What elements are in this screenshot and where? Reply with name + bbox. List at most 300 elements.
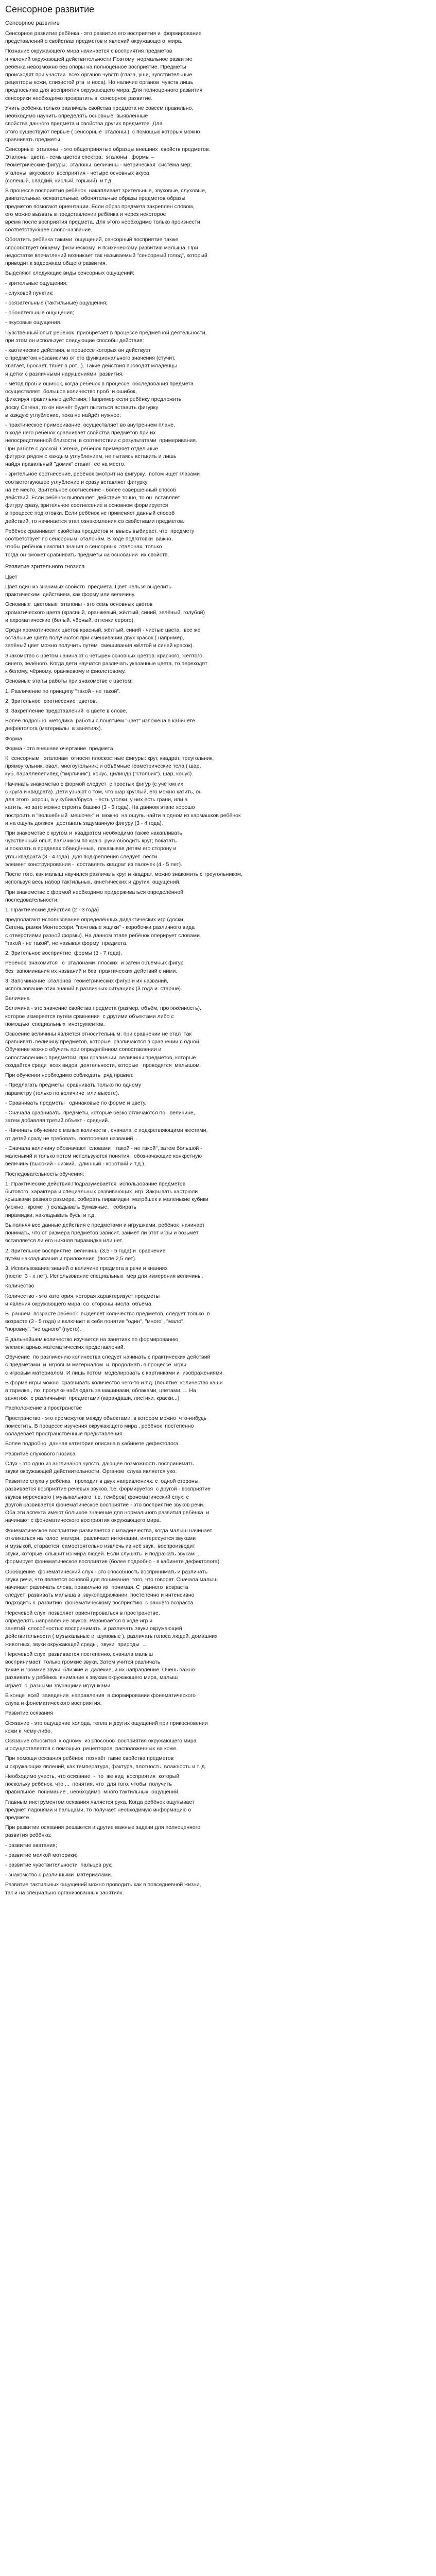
paragraph-line: звуки, которые слышит из мира людей. Если слушать и подражать звукам ...: [5, 1551, 201, 1557]
paragraph-line: и явлений окружающей действительности.Поэтому нормальное развитие: [5, 56, 193, 62]
paragraph: [5, 47, 273, 103]
paragraph-line: 2. Зрительное восприятие формы (3 - 7 года).: [5, 950, 122, 957]
paragraph-line: соответствующее слово-название.: [5, 227, 93, 233]
paragraph: [5, 677, 273, 685]
paragraph-line: и детки с различными нарушениями развития;: [5, 370, 124, 377]
paragraph-line: - Предлагать предметы сравнивать только по одному: [5, 1082, 142, 1089]
paragraph-line: и окружающих явлений, как температура, фактура, плотность, влажность и т. д.: [5, 1763, 206, 1770]
paragraph-line: формирует фонематическое восприятие (более подробно - в кабинете дефектолога).: [5, 1558, 221, 1565]
paragraph: [5, 1737, 273, 1753]
paragraph-line: крышками разного размера, собирать пирамидки, матрёшек и маленькие кубики: [5, 1196, 208, 1203]
paragraph-line: остальные цвета получаются при смешивании двух красок ( например,: [5, 635, 184, 641]
paragraph-line: - обонятельные ощущения;: [5, 310, 74, 316]
paragraph-line: - Начинать обучение с малых количеств , сначала с подкрепляющими жестами,: [5, 1127, 208, 1134]
paragraph: [5, 906, 273, 914]
paragraph-line: - осязательные (тактильные) ощущения;: [5, 299, 108, 306]
paragraph: [5, 1072, 273, 1079]
paragraph: [5, 1881, 273, 1896]
paragraph-line: 1. Различение по принципу "такой - не такой".: [5, 688, 120, 694]
paragraph: [5, 698, 273, 705]
paragraph-line: - слуховой пунктик;: [5, 290, 54, 296]
paragraph: [5, 1852, 273, 1859]
paragraph: [5, 280, 273, 287]
paragraph: [5, 1773, 273, 1797]
paragraph-line: Развитие осязания: [5, 1710, 53, 1717]
paragraph: [5, 269, 273, 277]
paragraph: [5, 1404, 273, 1412]
paragraph-line: Последовательность обучения:: [5, 1171, 84, 1177]
paragraph-line: Сенсорные эталоны - это общепринятые образцы внешних свойств предметов.: [5, 146, 211, 152]
paragraph-line: Развитие слухового гнозиса: [5, 1450, 76, 1457]
paragraph-line: и музыкой, старается самостоятельно извлечь из неё звук, воспроизводит: [5, 1543, 196, 1549]
paragraph: [5, 528, 273, 559]
paragraph-line: действий. Если ребёнок выполняет действие точно, то он вставляет: [5, 494, 180, 501]
paragraph-line: При работе с доской Сегена, ребёнок примеряет отдельные: [5, 445, 158, 452]
paragraph-line: в тарелке , по прогулке наблюдать за машинами, облаками, цветами, ... На: [5, 1387, 196, 1394]
paragraph-line: Развитие слуха у ребёнка проходит в двух направлениях: с одной стороны,: [5, 1478, 200, 1485]
paragraph-line: происходят при участии всех органов чувств (глаза, уши, чувствительные: [5, 72, 193, 78]
paragraph-line: - хаотические действия, в процессе которых он действует: [5, 347, 151, 354]
paragraph-line: эталоны вкусового восприятия - четыре основных вкуса: [5, 170, 149, 176]
paragraph-line: в ходе него ребёнок сравнивает свойства предметов при их: [5, 430, 156, 436]
paragraph-line: соответствует по сенсорным эталонам. В ходе подготовки важно,: [5, 536, 173, 543]
paragraph: [5, 1709, 273, 1717]
paragraph: [5, 1081, 273, 1097]
paragraph-line: Начинать знакомство с формой следует с простых фигур (с учётом их: [5, 781, 183, 787]
paragraph-line: элементарных математических представлений.: [5, 1344, 125, 1350]
paragraph-line: При знакомстве с формой необходимо придерживаться определённой: [5, 889, 183, 895]
paragraph-line: затем добавляя третий объект - средний.: [5, 1117, 110, 1124]
paragraph-line: дефектолога (материалы в занятиях).: [5, 725, 102, 732]
paragraph-line: Учить ребёнка только различать свойства предмета не совсем правильно,: [5, 105, 194, 111]
paragraph-line: чтобы ребёнок накопил знания о сенсорных эталонах, только: [5, 544, 162, 550]
paragraph-line: "поровну", "не одного" (пусто).: [5, 1326, 81, 1333]
paragraph: [5, 1109, 273, 1125]
paragraph-line: правильное понимание , необходимо много тактильных ощущений.: [5, 1789, 180, 1795]
paragraph-line: Цвет один из значимых свойств предмета. Цвет нельзя выделить: [5, 583, 171, 590]
paragraph-line: Ребёнок знакомится с эталонами плоских и затем объёмных фигур: [5, 960, 184, 967]
paragraph-line: Необходимо учесть, что осязание - то же вид восприятия который: [5, 1773, 180, 1780]
paragraph-line: фигурки рядом с каждым углублением, не пытаясь вставить и лишь: [5, 453, 177, 460]
paragraph-line: - практическое примеривание, осуществляет во внутреннем плане,: [5, 422, 176, 428]
paragraph-line: рецепторы кожи, слизистой рта и носа). Но наличие органов чувств лишь: [5, 79, 194, 86]
paragraph: [5, 959, 273, 975]
paragraph-line: 1. Практические действия (2 - 3 года): [5, 906, 99, 913]
paragraph-line: 3. Использование знаний о величине предмета в речи и знаниях: [5, 1265, 168, 1272]
paragraph-line: время после восприятия предмета. Для этого необходимо только произнести: [5, 218, 200, 225]
paragraph-line: бытового характера и специальных развивающих игр. Закрывать кастрюли: [5, 1188, 198, 1195]
paragraph-line: тогда он сможет сравнивать предметы на основании их свойств.: [5, 551, 169, 558]
paragraph: [5, 745, 273, 753]
paragraph-line: приводит к задержкам общего развития.: [5, 260, 107, 267]
paragraph-line: В дальнейшем количество изучается на занятиях по формированию: [5, 1336, 179, 1343]
paragraph-line: практическим действием, как форму или величину.: [5, 591, 136, 598]
paragraph-line: Цвет: [5, 573, 18, 580]
paragraph-line: (после 3 - х лет). Использование специальных мер для измерения величины.: [5, 1273, 203, 1280]
paragraph: [5, 1415, 273, 1438]
paragraph-line: Количество - это категория, которая характеризует предметы: [5, 1293, 160, 1299]
paragraph-line: в процессе подготовки. Если ребёнок не применяет данный способ: [5, 510, 175, 517]
paragraph-line: осуществляет большое количество проб и ошибок,: [5, 388, 137, 395]
paragraph-line: с предметами и игровым материалом и продолжать в процессе игры: [5, 1362, 186, 1368]
paragraph: [5, 1460, 273, 1476]
paragraph-line: (солёный, сладкий, кислый, горький) и т.д.: [5, 177, 113, 184]
paragraph-line: Чувственный опыт ребёнок приобретает в процессе предметной деятельности,: [5, 329, 207, 336]
paragraph-line: и осуществляется с помощью рецепторов, расположенных на коже.: [5, 1745, 178, 1752]
paragraph-line: соответствующее углубление и сразу вставляет фигурку: [5, 479, 148, 485]
paragraph: [5, 105, 273, 144]
paragraph-line: предметов помогают ориентации. Если образ предмета закреплен словом,: [5, 203, 195, 210]
paragraph: [5, 652, 273, 676]
paragraph: [5, 688, 273, 696]
paragraph: [5, 735, 273, 743]
paragraph-line: - развитие хватания;: [5, 1842, 57, 1849]
paragraph-line: с игровым материалом. И лишь потом моделировать с картинками и изображениями.: [5, 1369, 224, 1376]
paragraph-line: поместить. В процессе изучения окружающего мира , ребёнок постепенно: [5, 1422, 194, 1429]
paragraph-line: - знакомство с различными материалами.: [5, 1872, 112, 1878]
paragraph: [5, 1568, 273, 1607]
paragraph-line: величину (высокий - низкий, длинный - короткий и т.д.).: [5, 1161, 146, 1167]
paragraph-line: развивать у ребёнка внимание к звукам окружающего мира, малыш: [5, 1674, 178, 1681]
paragraph: [5, 319, 273, 327]
paragraph-line: куб, параллелепипед ("кирпичик"), конус, цилиндр ("столбик"), шар, конус).: [5, 771, 194, 777]
paragraph: [5, 1450, 273, 1458]
paragraph: [5, 1692, 273, 1707]
paragraph: [5, 755, 273, 778]
paragraph-line: Неречевой слух позволяет ориентироваться в пространстве,: [5, 1609, 160, 1616]
paragraph: [5, 601, 273, 624]
paragraph: [5, 1099, 273, 1107]
section-heading: Развитие зрительного гнозиса: [5, 563, 85, 570]
paragraph-line: В процессе восприятия ребёнок накапливает зрительные, звуковые, слуховые,: [5, 188, 206, 194]
paragraph-line: предмет ладонями и пальцами, то получает необходимую информацию о: [5, 1806, 191, 1813]
paragraph-line: предмете.: [5, 1814, 31, 1821]
paragraph-line: и ахроматические (белый, чёрный, оттенки серого).: [5, 617, 135, 623]
paragraph-line: последовательности:: [5, 896, 59, 903]
paragraph: [5, 871, 273, 886]
paragraph-line: подходить к развитию фонематическому восприятию с раннего возраста.: [5, 1600, 195, 1606]
paragraph-line: "такой - не такой", не называя форму предмета.: [5, 940, 128, 946]
paragraph-line: фиксируя правильные действия; Например если ребёнку предложить: [5, 396, 182, 403]
paragraph-line: прямоугольник, овал, многоугольник; и объёмные геометрические тела ( шар,: [5, 763, 201, 770]
paragraph: [5, 1180, 273, 1219]
paragraph: [5, 30, 273, 45]
paragraph: [5, 1265, 273, 1280]
paragraph-line: двигательные, осязательные, обонятельные образы предметов образы: [5, 195, 186, 202]
paragraph: [5, 717, 273, 733]
paragraph-line: Пространство - это промежуток между объектами, в котором можно что-нибудь: [5, 1415, 207, 1421]
document-body: [5, 20, 431, 1897]
paragraph: [5, 1720, 273, 1735]
paragraph: [5, 1145, 273, 1168]
paragraph: [5, 236, 273, 267]
paragraph: [5, 309, 273, 317]
paragraph-line: сравнивать величину предметов, которые различаются в сравнении с одной.: [5, 1039, 201, 1045]
paragraph-line: играет с разными звучащими игрушками ...: [5, 1682, 118, 1689]
paragraph-line: Эталоны цвета - семь цветов спектра; эталоны формы –: [5, 154, 154, 161]
paragraph-line: и показать в пределах обведённые, показывая детям его сторону и: [5, 845, 177, 852]
paragraph: [5, 1478, 273, 1524]
paragraph: [5, 1755, 273, 1770]
paragraph-line: непосредственной близости в соответствии с результатами примеривания.: [5, 437, 198, 444]
paragraph-line: геометрические фигуры; эталоны величины - метрическая система мер;: [5, 162, 192, 168]
paragraph: [5, 1247, 273, 1263]
paragraph-line: Среди хроматических цветов красный, жёлтый, синий - чистые цвета, все же: [5, 626, 201, 633]
paragraph-line: звуков неречевого ( музыкального т.е. тембров) фонематический слух; с: [5, 1494, 189, 1500]
paragraph: [5, 889, 273, 904]
paragraph: [5, 781, 273, 827]
paragraph-line: При знакомстве с кругом и квадратом необходимо также накапливать: [5, 830, 182, 836]
paragraph-line: фигуру сразу, зрительное соотнесение в основном формируется: [5, 502, 168, 509]
paragraph-line: используя весь набор тактильных, кинетических и других ощущений.: [5, 879, 181, 886]
paragraph: [5, 916, 273, 947]
paragraph-line: (можно, кроме , ) складывать бумажные, собирать: [5, 1204, 136, 1211]
paragraph: [5, 573, 273, 581]
paragraph-line: - развитие чувствительности пальцев рук;: [5, 1862, 113, 1869]
paragraph: [5, 1336, 273, 1351]
paragraph-line: синего, зелёного. Когда дети научатся различать указанные цвета, то переходят: [5, 660, 207, 667]
paragraph-line: 2. Зрительное восприятие величины (3,5 - 5 года) и сравнение: [5, 1247, 166, 1254]
paragraph-line: построить в "волшебный мешочек" и можно на ощупь найти в одном из кармашков ребёнок: [5, 812, 241, 819]
paragraph-line: После того, как малыш научился различать круг и квадрат, можно знакомить с треугольником,: [5, 871, 242, 878]
paragraph-line: При развитии осязания решаются и другие важные задачи для полноценного: [5, 1824, 201, 1831]
paragraph-line: его можно вызвать в представлении ребёнка и через некоторое: [5, 211, 166, 217]
paragraph-line: Величина: [5, 995, 30, 1002]
paragraph-line: Сегена, рамки Монтессори, "почтовые ящики" - коробочки различного вида: [5, 924, 195, 931]
paragraph-line: хроматического цвета (красный, оранжевый, жёлтый, синий, зелёный, голубой): [5, 609, 205, 616]
paragraph: [5, 1310, 273, 1334]
paragraph-line: с круга и квадрата). Дети узнают о том, что шар круглый, его можно катить, он: [5, 788, 202, 795]
paragraph-line: хватает, бросает, тянет в рот...). Такие действия проводят младенцы: [5, 363, 178, 369]
paragraph-line: звуки окружающей действительности. Органом слуха является ухо.: [5, 1468, 177, 1475]
paragraph: [5, 977, 273, 993]
paragraph: [5, 187, 273, 234]
paragraph-line: и явления окружающего мира со стороны числа, объёма.: [5, 1300, 153, 1307]
paragraph-line: найдя правильный "домик" ставит её на место.: [5, 461, 126, 468]
paragraph: [5, 1030, 273, 1070]
paragraph-line: тихие и громкие звуки, близкие и далёкие, и их направление. Очень важно: [5, 1667, 195, 1673]
paragraph-line: - вкусовые ощущения.: [5, 319, 62, 326]
paragraph-line: к белому, чёрному, оранжевому и фиолетовому.: [5, 668, 126, 675]
paragraph-line: сравнивать предметы.: [5, 136, 62, 143]
paragraph: [5, 1171, 273, 1178]
paragraph-line: - зрительные ощущения;: [5, 280, 68, 286]
paragraph-line: Обобщение фонематический слух - это способность воспринимать и различать: [5, 1568, 208, 1575]
paragraph-line: маленький и только потом используются понятия, обозначающие конкретную: [5, 1153, 202, 1160]
paragraph-line: зелёный цвет можно получить путём смешивания жёлтой и синей красок).: [5, 642, 194, 649]
paragraph-line: помощью специальных инструментов.: [5, 1021, 105, 1027]
paragraph-line: - развитие мелкой моторики;: [5, 1852, 78, 1858]
paragraph-line: Сенсорное развитие ребёнка - это развитие его восприятия и формирование: [5, 30, 202, 37]
paragraph-line: поскольку ребёнок, что ... понятия, что для того, чтобы получить: [5, 1781, 172, 1788]
paragraph-line: - Сначала сравнивать предметы, которые резко отличаются по величине,: [5, 1110, 195, 1116]
paragraph: [5, 1651, 273, 1690]
paragraph-line: начинает различать слова, правильно их понимая. С раннего возраста: [5, 1584, 188, 1591]
paragraph-line: этого существуют первые ( сенсорные эталоны ), с помощью которых можно: [5, 128, 200, 135]
paragraph-line: действительности ( музыкальные и шумовые ), различать голоса людей, домашних: [5, 1633, 218, 1640]
paragraph-line: предполагают использование определённых дидактических игр (доски: [5, 917, 183, 923]
paragraph-line: Осязание - это ощущение холода, тепла и других ощущений при прикосновении: [5, 1720, 208, 1726]
paragraph-line: 1. Практические действия.Подразумевается использование предметов: [5, 1180, 186, 1187]
paragraph-line: необходимо научить определять основные выявленные: [5, 113, 148, 120]
paragraph-line: Форма: [5, 735, 22, 742]
paragraph-line: и на ощупь должен доставать задуманную фигуру (3 - 4 года).: [5, 820, 163, 826]
paragraph-line: без запоминания их названий и без практических действий с ними.: [5, 968, 178, 974]
paragraph: [5, 1127, 273, 1142]
paragraph-line: слуха и фонематического восприятия.: [5, 1700, 102, 1707]
paragraph: [5, 421, 273, 468]
paragraph-line: пирамидки, накладывать бусы и т.д.: [5, 1212, 96, 1218]
paragraph-line: К сенсорным эталонам относят плоскостные фигуры: круг, квадрат, треугольник,: [5, 755, 214, 762]
paragraph-line: Выполняя все данные действия с предметами и игрушками, ребёнок начинает: [5, 1222, 205, 1228]
paragraph-line: создаётся среди всех видов деятельности, которые проводятся малышом.: [5, 1062, 201, 1069]
paragraph-line: использование этих знаний в различных ситуациях (3 года и старше).: [5, 985, 182, 992]
paragraph-line: углы квадрата (3 - 4 года). Для подкрепления следует вести: [5, 853, 158, 860]
paragraph-line: понимать, что от размера предметов зависит, займёт ли этот игры и возьмёт: [5, 1230, 199, 1236]
paragraph-line: В конце всей заведения направления в формировании фонематического: [5, 1692, 196, 1699]
paragraph-line: Количество: [5, 1283, 34, 1290]
paragraph-line: В раннем возрасте ребёнок выделяет количество предметов, следует только в: [5, 1311, 210, 1317]
paragraph-line: чувственный опыт, пальчиком по краю руки обводить круг; покатать: [5, 838, 177, 844]
paragraph-line: занятий способностью воспринимать и различать звуки окружающей: [5, 1625, 182, 1632]
paragraph-line: при этом он использует следующие способы действия:: [5, 337, 144, 344]
paragraph-line: животных, звуки окружающей среды, звуки природы ...: [5, 1641, 147, 1648]
paragraph: [5, 1824, 273, 1839]
paragraph-line: Осязание относится к одному из способов восприятия окружающего мира: [5, 1737, 197, 1744]
paragraph-line: Расположение в пространстве: [5, 1405, 82, 1412]
paragraph: [5, 1282, 273, 1290]
paragraph-line: откликаться на голос матери, различает интонации, интересуется звуками: [5, 1535, 196, 1541]
paragraph-line: Обогатить ребёнка такими ощущений, сенсорный восприятие также: [5, 236, 179, 243]
paragraph: [5, 1293, 273, 1308]
paragraph-line: на её место. Зрительное соотнесение - более совершенный способ: [5, 486, 177, 493]
paragraph-line: Слух - это одно из англичанов чувств, дающее возможность воспринимать: [5, 1460, 194, 1467]
paragraph-line: Ребёнок сравнивает свойства предметов и ввысь выбирает, что предмету: [5, 528, 195, 534]
paragraph: [5, 626, 273, 650]
paragraph-line: действий, то начинается этап ознакомления со свойствами предметов.: [5, 518, 185, 524]
paragraph-line: Основные цветовые эталоны - это семь основных цветов: [5, 601, 153, 608]
paragraph: [5, 347, 273, 378]
paragraph-line: В форме игры можно сравнивать количество чего-то и т.д. (понятие: количество каши: [5, 1379, 223, 1386]
paragraph: [5, 829, 273, 869]
paragraph: [5, 380, 273, 419]
paragraph-line: развития ребёнка:: [5, 1832, 51, 1839]
paragraph: [5, 329, 273, 345]
paragraph-line: При помощи осязания ребёнок познаёт такие свойства предметов: [5, 1755, 174, 1762]
paragraph-line: - Сначала величину обозначают словами "такой - не такой", затем большой -: [5, 1145, 202, 1151]
paragraph-line: Оба эти аспекта имеют большое значение для нормального развития ребёнка и: [5, 1510, 210, 1516]
paragraph-line: - метод проб и ошибок, когда ребёнок в процессе обследования предмета: [5, 380, 194, 387]
paragraph: [5, 1379, 273, 1403]
paragraph-line: 2. Зрительное соотнесение цветов.: [5, 698, 97, 704]
paragraph-line: - Сравнивать предметы одинаковые по форме и цвету.: [5, 1099, 147, 1106]
paragraph-line: параметру (только по величине или высоте).: [5, 1090, 119, 1096]
paragraph-line: следует развивать малыша в звукоподражании, постепенно и интенсивно: [5, 1592, 195, 1599]
paragraph: [5, 1005, 273, 1028]
paragraph-line: для этого хорош, а у кубика/бруса - есть уголки, у них есть грани, или а: [5, 796, 188, 803]
paragraph: [5, 1861, 273, 1869]
paragraph-line: с отверстиями разной формы). На данном этапе ребёнок оперирует словами: [5, 932, 200, 939]
paragraph-line: недостатке впечатлений возникает так называемый "сенсорный голод", который: [5, 252, 207, 259]
paragraph: [5, 950, 273, 957]
paragraph-line: Выделяют следующие виды сенсорных ощущений:: [5, 270, 134, 277]
paragraph-line: сенсорики необходимо превратить в сенсорное развитие.: [5, 95, 153, 101]
paragraph: [5, 707, 273, 715]
paragraph-line: в каждую углубление, пока не найдёт нужное;: [5, 412, 121, 418]
paragraph-line: кожи к чему-либо.: [5, 1727, 52, 1734]
paragraph-line: Более подробно методика работы с понятием "цвет" изложена в кабинете: [5, 718, 195, 724]
paragraph-line: Познание окружающего мира начинается с восприятия предметов: [5, 48, 172, 55]
paragraph: [5, 290, 273, 297]
paragraph: [5, 1609, 273, 1649]
paragraph-line: вставляется ли его нижняя пирамидка или нет.: [5, 1238, 123, 1244]
paragraph-line: Основные этапы работы при знакомстве с цветом:: [5, 678, 133, 685]
paragraph-line: Обучение по различению количества следует начинать с практических действий: [5, 1354, 211, 1361]
paragraph-line: Более подробно данная категория описана в кабинете дефектолога.: [5, 1440, 180, 1447]
paragraph: [5, 1222, 273, 1245]
paragraph-line: Величина - это значение свойства предмета (размер, объём, протяжённость),: [5, 1005, 201, 1012]
paragraph: [5, 1871, 273, 1879]
paragraph-line: При обучении необходимо соблюдать ряд правил:: [5, 1072, 134, 1079]
paragraph-line: Форма - это внешнее очертание предмета.: [5, 745, 115, 752]
paragraph-line: так и на специально организованных занятиях.: [5, 1889, 124, 1896]
paragraph-line: Фонематическое восприятие развивается с младенчества, когда малыш начинает: [5, 1527, 213, 1534]
paragraph-line: овладевает пространственные представления.: [5, 1431, 124, 1437]
paragraph: [5, 1527, 273, 1566]
paragraph-line: 3. Запоминание эталонов геометрических фигур и их названий,: [5, 977, 169, 984]
paragraph: [5, 1799, 273, 1822]
paragraph-line: Знакомство с цветом начинают с четырёх основных цветов: красного, жёлтого,: [5, 652, 204, 659]
paragraph: [5, 1440, 273, 1448]
paragraph-line: сопоставлении с предметом, при сравнении величины предметов, которые: [5, 1054, 196, 1061]
paragraph-line: катить, но зато можно строить башню (3 - 5 года). На данном этапе хорошо: [5, 804, 195, 811]
page-title: Сенсорное развитие: [5, 4, 95, 14]
paragraph-line: способствует общему физическому и психическому развитию малыша. При: [5, 244, 198, 251]
paragraph-line: другой развивается фонематическое восприятие - это восприятие звуков речи.: [5, 1501, 205, 1508]
paragraph-line: представлений о свойствах предметов и явлений окружающего мира.: [5, 38, 183, 45]
paragraph-line: доску Сегена, то он начнёт будет пытаться вставить фигурку: [5, 404, 159, 411]
paragraph-line: Неречевой слух развивается постепенно, сначала малыш: [5, 1651, 153, 1657]
paragraph-line: элемент конструирования - составлять квадрат из палочек (4 - 5 лет).: [5, 861, 183, 868]
section-heading: Сенсорное развитие: [5, 20, 60, 26]
paragraph-line: развивается восприятие речевых звуков, т.е. формируется с другой - восприятие: [5, 1486, 211, 1493]
paragraph-line: занятиях с различными предметами (карандаши, листики, краски...): [5, 1395, 180, 1402]
paragraph: [5, 995, 273, 1003]
paragraph-line: - зрительное соотнесение, ребёнок смотрит на фигурку, потом ищет глазами: [5, 471, 200, 478]
paragraph: [5, 583, 273, 599]
paragraph-line: определять направление звуков. Развивается в ходе игр и: [5, 1617, 154, 1624]
paragraph-line: от детей сразу не требовать повторения названий .: [5, 1135, 138, 1142]
paragraph-line: возрасте (3 - 5 года) и включает в себя понятия "один", "много", "мало",: [5, 1318, 185, 1325]
paragraph-line: 3. Закрепление представлений о цвете в слове.: [5, 707, 128, 714]
paragraph-line: Освоение величины является относительным: при сравнении не стал так: [5, 1031, 192, 1038]
paragraph: [5, 1842, 273, 1850]
paragraph-line: свойства данного предмета и свойства других предметов. Для: [5, 121, 163, 127]
paragraph-line: начинают с фонематического восприятия окружающего мира.: [5, 1517, 161, 1524]
paragraph-line: ребёнка невозможно без опоры на полноценное восприятие. Предметы: [5, 63, 186, 70]
paragraph-line: воспринимает только громкие звуки. Затем учится различать: [5, 1659, 161, 1665]
paragraph-line: звуки речи, что является основой для понимания того, что говорят. Сначала малыш: [5, 1576, 218, 1583]
paragraph-line: предпосылка для восприятия окружающего мира. Для полноценного развития: [5, 87, 203, 94]
paragraph: [5, 146, 273, 185]
paragraph-line: путём накладывания и приложения (после 2,5 лет).: [5, 1255, 136, 1262]
paragraph-line: с предметом независимо от его функционального значения (стучит,: [5, 355, 176, 362]
paragraph: [5, 299, 273, 307]
paragraph-line: Обучение можно обучить при определённом сопоставлении и: [5, 1046, 162, 1053]
paragraph-line: которое измеряется путём сравнения с другими объектами либо с: [5, 1013, 174, 1020]
paragraph-line: Развитие тактильных ощущений можно проводить как в повседневной жизни,: [5, 1882, 201, 1888]
paragraph: [5, 1353, 273, 1377]
